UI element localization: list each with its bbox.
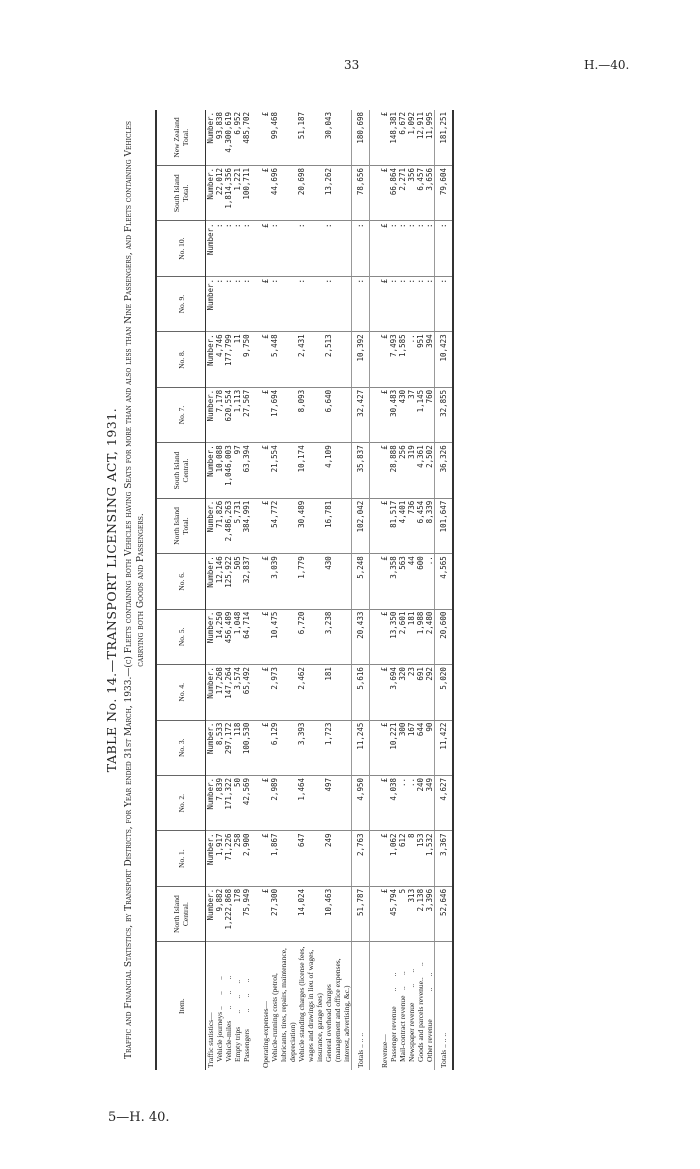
data-cell: 30,489 bbox=[297, 498, 324, 553]
data-cell: 4,038 .. .. 240 349 bbox=[389, 776, 435, 831]
data-cell: 148,381 6,672 1,092 12,911 11,995 bbox=[389, 110, 435, 166]
data-cell: 20,433 bbox=[352, 609, 370, 664]
data-cell: 2,973 bbox=[270, 665, 297, 720]
data-cell bbox=[370, 720, 381, 775]
data-cell: £ bbox=[261, 166, 270, 221]
row-label: Totals .. .. .. bbox=[435, 942, 454, 1070]
data-cell: 2,431 bbox=[297, 332, 324, 387]
data-cell: : bbox=[352, 276, 370, 331]
data-cell: £ bbox=[380, 443, 389, 498]
data-cell bbox=[251, 276, 261, 331]
data-cell: Number. bbox=[206, 665, 216, 720]
data-cell: 7,839 171,322 50 42,569 bbox=[215, 776, 251, 831]
totals-row bbox=[435, 110, 454, 1070]
data-cell: 66,864 2,271 356 6,457 3,656 bbox=[389, 166, 435, 221]
column-header: No. 10. bbox=[156, 221, 206, 276]
data-cell: 3,238 bbox=[324, 609, 352, 664]
column-header: No. 4. bbox=[156, 665, 206, 720]
column-header: South Island Central. bbox=[156, 443, 206, 498]
data-cell: 32,427 bbox=[352, 387, 370, 442]
data-cell: 10,463 bbox=[324, 886, 352, 941]
totals-row bbox=[352, 110, 370, 1070]
data-cell: : bbox=[324, 221, 352, 276]
data-cell: 7,178 620,554 1,113 27,567 bbox=[215, 387, 251, 442]
data-cell bbox=[370, 665, 381, 720]
data-cell: 2,513 bbox=[324, 332, 352, 387]
data-cell: 2,462 bbox=[297, 665, 324, 720]
data-cell: 497 bbox=[324, 776, 352, 831]
data-cell: : bbox=[352, 221, 370, 276]
data-cell: 4,627 bbox=[435, 776, 454, 831]
data-cell: 30,483 430 37 1,145 760 bbox=[389, 387, 435, 442]
column-header: No. 3. bbox=[156, 720, 206, 775]
data-cell: £ bbox=[261, 110, 270, 166]
data-cell bbox=[370, 776, 381, 831]
column-header-item: Item. bbox=[156, 942, 206, 1070]
units-row bbox=[206, 110, 216, 1070]
data-cell: 8,533 297,172 118 100,530 bbox=[215, 720, 251, 775]
data-cell bbox=[251, 498, 261, 553]
data-cell: : bbox=[270, 221, 297, 276]
data-cell: £ bbox=[380, 332, 389, 387]
data-cell: £ bbox=[261, 776, 270, 831]
row-label: Vehicle journeys .. .. .. Vehicle-miles .. .. .. Empty trips .. .. .. Passengers .. .. .. bbox=[215, 975, 251, 1062]
table-row bbox=[297, 110, 324, 1070]
data-cell: 45,794 5 313 2,138 3,396 bbox=[389, 886, 435, 941]
data-cell: 5,448 bbox=[270, 332, 297, 387]
data-cell: : : : : bbox=[215, 276, 251, 331]
data-cell: : : : : : bbox=[389, 221, 435, 276]
data-cell: 647 bbox=[297, 831, 324, 886]
data-cell: : bbox=[270, 276, 297, 331]
data-cell: 14,250 456,489 1,048 64,714 bbox=[215, 609, 251, 664]
data-cell: 7,493 1,585 .. 951 394 bbox=[389, 332, 435, 387]
row-label: Operating-expenses— bbox=[261, 1000, 270, 1068]
data-cell: £ bbox=[380, 498, 389, 553]
data-cell: 11,422 bbox=[435, 720, 454, 775]
data-cell bbox=[251, 665, 261, 720]
row-label: General overhead charges (management and office expenses, interest, advertising, &c.) bbox=[324, 958, 351, 1062]
data-cell: 6,129 bbox=[270, 720, 297, 775]
data-cell: 93,838 4,300,619 6,952 485,702 bbox=[215, 110, 251, 166]
page-number: 33 bbox=[344, 58, 360, 72]
row-label bbox=[251, 942, 261, 1070]
data-cell: 181 bbox=[324, 665, 352, 720]
data-cell: 102,042 bbox=[352, 498, 370, 553]
data-cell: : bbox=[435, 276, 454, 331]
data-cell: £ bbox=[261, 720, 270, 775]
data-cell: 3,039 bbox=[270, 554, 297, 609]
data-cell: Number. bbox=[206, 443, 216, 498]
data-cell: Number. bbox=[206, 332, 216, 387]
data-cell: £ bbox=[261, 665, 270, 720]
data-cell bbox=[370, 221, 381, 276]
data-cell: Number. bbox=[206, 720, 216, 775]
gap-row bbox=[251, 110, 261, 1070]
gap-row bbox=[370, 110, 381, 1070]
data-cell: 13,262 bbox=[324, 166, 352, 221]
column-header: North Island Central. bbox=[156, 886, 206, 941]
data-cell: 180,698 bbox=[352, 110, 370, 166]
data-cell: 1,062 612 8 153 1,532 bbox=[389, 831, 435, 886]
table-row bbox=[270, 110, 297, 1070]
row-label: Vehicle standing charges (license fees, wages and drawings in lieu of wages, insurance, garage fees) bbox=[297, 946, 324, 1062]
table-subtitle: Traffic and Financial Statistics, by Transport Districts, for Year ended 31st March, 1933.—(c) Fleets containing both Vehicles having Seats for more than and also less than Nine Passengers, and Fleets containing Vehicles carrying both Goods and Passengers. bbox=[124, 120, 146, 1060]
data-cell: 4,565 bbox=[435, 554, 454, 609]
row-label: Revenue— bbox=[380, 1034, 389, 1068]
data-cell bbox=[370, 443, 381, 498]
data-cell: 2,763 bbox=[352, 831, 370, 886]
data-cell bbox=[370, 166, 381, 221]
data-cell: 1,917 71,226 258 2,900 bbox=[215, 831, 251, 886]
data-cell: £ bbox=[261, 609, 270, 664]
data-cell: 101,647 bbox=[435, 498, 454, 553]
data-cell: : bbox=[297, 221, 324, 276]
table-title: TABLE No. 14.—TRANSPORT LICENSING ACT, 1931. bbox=[104, 407, 119, 773]
data-cell: 3,367 bbox=[435, 831, 454, 886]
data-cell: 10,088 1,046,003 97 63,394 bbox=[215, 443, 251, 498]
data-cell bbox=[251, 554, 261, 609]
data-cell: 13,350 2,601 181 1,988 2,480 bbox=[389, 609, 435, 664]
revenue-rows bbox=[389, 110, 435, 1070]
column-header: No. 9. bbox=[156, 276, 206, 331]
data-cell: 14,024 bbox=[297, 886, 324, 941]
data-cell: : bbox=[297, 276, 324, 331]
row-label bbox=[370, 942, 381, 1070]
data-cell: £ bbox=[261, 443, 270, 498]
data-cell: 249 bbox=[324, 831, 352, 886]
data-cell bbox=[251, 831, 261, 886]
data-cell: £ bbox=[261, 498, 270, 553]
data-cell: £ bbox=[261, 886, 270, 941]
page-footer: 5—H. 40. bbox=[108, 1110, 170, 1125]
data-cell: 99,468 bbox=[270, 110, 297, 166]
data-cell bbox=[370, 554, 381, 609]
data-cell: £ bbox=[380, 110, 389, 166]
row-label: Passenger revenue .. .. Mail-contract revenue .. .. Newspaper revenue .. .. Goods and parcels revenue.. .. Other revenue .. .. bbox=[389, 962, 434, 1062]
data-cell: £ bbox=[380, 776, 389, 831]
data-cell: £ bbox=[261, 831, 270, 886]
data-cell: 21,554 bbox=[270, 443, 297, 498]
data-cell: 81,517 4,401 736 6,454 8,339 bbox=[389, 498, 435, 553]
data-cell bbox=[251, 387, 261, 442]
data-cell: 10,392 bbox=[352, 332, 370, 387]
data-cell: 16,781 bbox=[324, 498, 352, 553]
data-cell: 10,174 bbox=[297, 443, 324, 498]
data-cell bbox=[370, 498, 381, 553]
column-header: No. 8. bbox=[156, 332, 206, 387]
data-cell bbox=[370, 276, 381, 331]
data-cell: 10,423 bbox=[435, 332, 454, 387]
column-header: No. 7. bbox=[156, 387, 206, 442]
data-cell bbox=[251, 166, 261, 221]
data-cell: 11,245 bbox=[352, 720, 370, 775]
data-cell: 6,720 bbox=[297, 609, 324, 664]
data-cell: 6,640 bbox=[324, 387, 352, 442]
data-cell: £ bbox=[380, 166, 389, 221]
data-cell: 32,855 bbox=[435, 387, 454, 442]
data-cell: Number. bbox=[206, 886, 216, 941]
data-cell: 30,043 bbox=[324, 110, 352, 166]
data-cell bbox=[370, 332, 381, 387]
data-cell: 12,146 125,922 505 32,837 bbox=[215, 554, 251, 609]
data-cell: 10,475 bbox=[270, 609, 297, 664]
data-cell: 430 bbox=[324, 554, 352, 609]
data-cell: £ bbox=[261, 221, 270, 276]
data-cell: : bbox=[435, 221, 454, 276]
data-cell: £ bbox=[380, 554, 389, 609]
table-row bbox=[324, 110, 352, 1070]
data-cell: £ bbox=[380, 886, 389, 941]
data-cell: 79,604 bbox=[435, 166, 454, 221]
data-cell: 3,694 320 23 691 292 bbox=[389, 665, 435, 720]
column-header: No. 1. bbox=[156, 831, 206, 886]
data-cell bbox=[251, 110, 261, 166]
data-cell: £ bbox=[380, 665, 389, 720]
data-cell bbox=[251, 776, 261, 831]
data-cell: 4,109 bbox=[324, 443, 352, 498]
data-cell: Number. bbox=[206, 387, 216, 442]
data-cell: Number. bbox=[206, 609, 216, 664]
data-cell: 1,464 bbox=[297, 776, 324, 831]
data-cell: 20,698 bbox=[297, 166, 324, 221]
statistics-table bbox=[155, 110, 454, 1070]
row-label: Totals .. .. .. bbox=[352, 942, 370, 1070]
data-cell: 36,326 bbox=[435, 443, 454, 498]
column-header: No. 6. bbox=[156, 554, 206, 609]
data-cell: 17,694 bbox=[270, 387, 297, 442]
data-cell: 51,187 bbox=[297, 110, 324, 166]
data-cell: 20,600 bbox=[435, 609, 454, 664]
data-cell: 5,616 bbox=[352, 665, 370, 720]
data-cell: Number. bbox=[206, 110, 216, 166]
data-cell: 27,300 bbox=[270, 886, 297, 941]
data-cell: £ bbox=[261, 276, 270, 331]
data-cell: 52,646 bbox=[435, 886, 454, 941]
data-cell bbox=[370, 831, 381, 886]
data-cell: 71,826 2,486,263 5,731 384,991 bbox=[215, 498, 251, 553]
data-cell: 1,723 bbox=[324, 720, 352, 775]
data-cell bbox=[251, 609, 261, 664]
data-cell bbox=[251, 443, 261, 498]
column-header: North Island Total. bbox=[156, 498, 206, 553]
data-cell bbox=[370, 110, 381, 166]
data-cell: Number. bbox=[206, 221, 216, 276]
data-cell: 1,779 bbox=[297, 554, 324, 609]
data-cell: £ bbox=[380, 720, 389, 775]
data-cell: Number. bbox=[206, 831, 216, 886]
data-cell: £ bbox=[380, 609, 389, 664]
data-cell: 5,020 bbox=[435, 665, 454, 720]
data-cell: £ bbox=[380, 387, 389, 442]
rotated-table-block bbox=[100, 110, 570, 1070]
data-cell: £ bbox=[261, 387, 270, 442]
data-cell: 22,012 1,814,356 1,221 100,711 bbox=[215, 166, 251, 221]
data-cell: 3,393 bbox=[297, 720, 324, 775]
data-cell: 4,746 177,799 11 9,750 bbox=[215, 332, 251, 387]
data-cell: £ bbox=[380, 831, 389, 886]
data-cell: Number. bbox=[206, 776, 216, 831]
data-cell: 28,888 256 319 4,361 2,502 bbox=[389, 443, 435, 498]
page-code: H.—40. bbox=[584, 58, 630, 72]
data-cell: 51,787 bbox=[352, 886, 370, 941]
data-cell bbox=[251, 221, 261, 276]
data-cell: Number. bbox=[206, 166, 216, 221]
data-cell: 44,696 bbox=[270, 166, 297, 221]
data-cell: 181,251 bbox=[435, 110, 454, 166]
column-header: New Zealand Total. bbox=[156, 110, 206, 166]
column-header: South Island Total. bbox=[156, 166, 206, 221]
units-row bbox=[261, 110, 270, 1070]
data-cell bbox=[251, 886, 261, 941]
data-cell: 4,950 bbox=[352, 776, 370, 831]
data-cell: : : : : : bbox=[389, 276, 435, 331]
data-cell: Number. bbox=[206, 498, 216, 553]
header-row bbox=[156, 110, 206, 1070]
column-header: No. 2. bbox=[156, 776, 206, 831]
data-cell: 35,837 bbox=[352, 443, 370, 498]
data-cell: 54,772 bbox=[270, 498, 297, 553]
data-cell bbox=[251, 332, 261, 387]
data-cell: £ bbox=[261, 332, 270, 387]
data-cell: 5,248 bbox=[352, 554, 370, 609]
data-cell: 10,221 300 167 644 90 bbox=[389, 720, 435, 775]
row-label: Traffic statistics— bbox=[206, 1012, 215, 1068]
data-cell: 78,656 bbox=[352, 166, 370, 221]
data-cell bbox=[370, 886, 381, 941]
data-cell: Number. bbox=[206, 276, 216, 331]
data-cell: £ bbox=[261, 554, 270, 609]
data-cell: £ bbox=[380, 276, 389, 331]
data-cell bbox=[251, 720, 261, 775]
row-label: Vehicle-running costs (petrol, lubricants, tires, repairs, maintenance, depreciation) bbox=[270, 948, 297, 1062]
data-cell: Number. bbox=[206, 554, 216, 609]
data-cell: 17,268 147,264 3,574 65,492 bbox=[215, 665, 251, 720]
data-cell: 2,989 bbox=[270, 776, 297, 831]
data-cell: 9,882 1,222,868 178 75,949 bbox=[215, 886, 251, 941]
data-cell: £ bbox=[380, 221, 389, 276]
units-row bbox=[380, 110, 389, 1070]
data-cell: 3,358 563 44 600 .. bbox=[389, 554, 435, 609]
data-cell: : : : : bbox=[215, 221, 251, 276]
data-cell: : bbox=[324, 276, 352, 331]
data-cell bbox=[370, 387, 381, 442]
column-header: No. 5. bbox=[156, 609, 206, 664]
traffic-rows bbox=[215, 110, 251, 1070]
data-cell bbox=[370, 609, 381, 664]
data-cell: 1,867 bbox=[270, 831, 297, 886]
data-cell: 8,093 bbox=[297, 387, 324, 442]
